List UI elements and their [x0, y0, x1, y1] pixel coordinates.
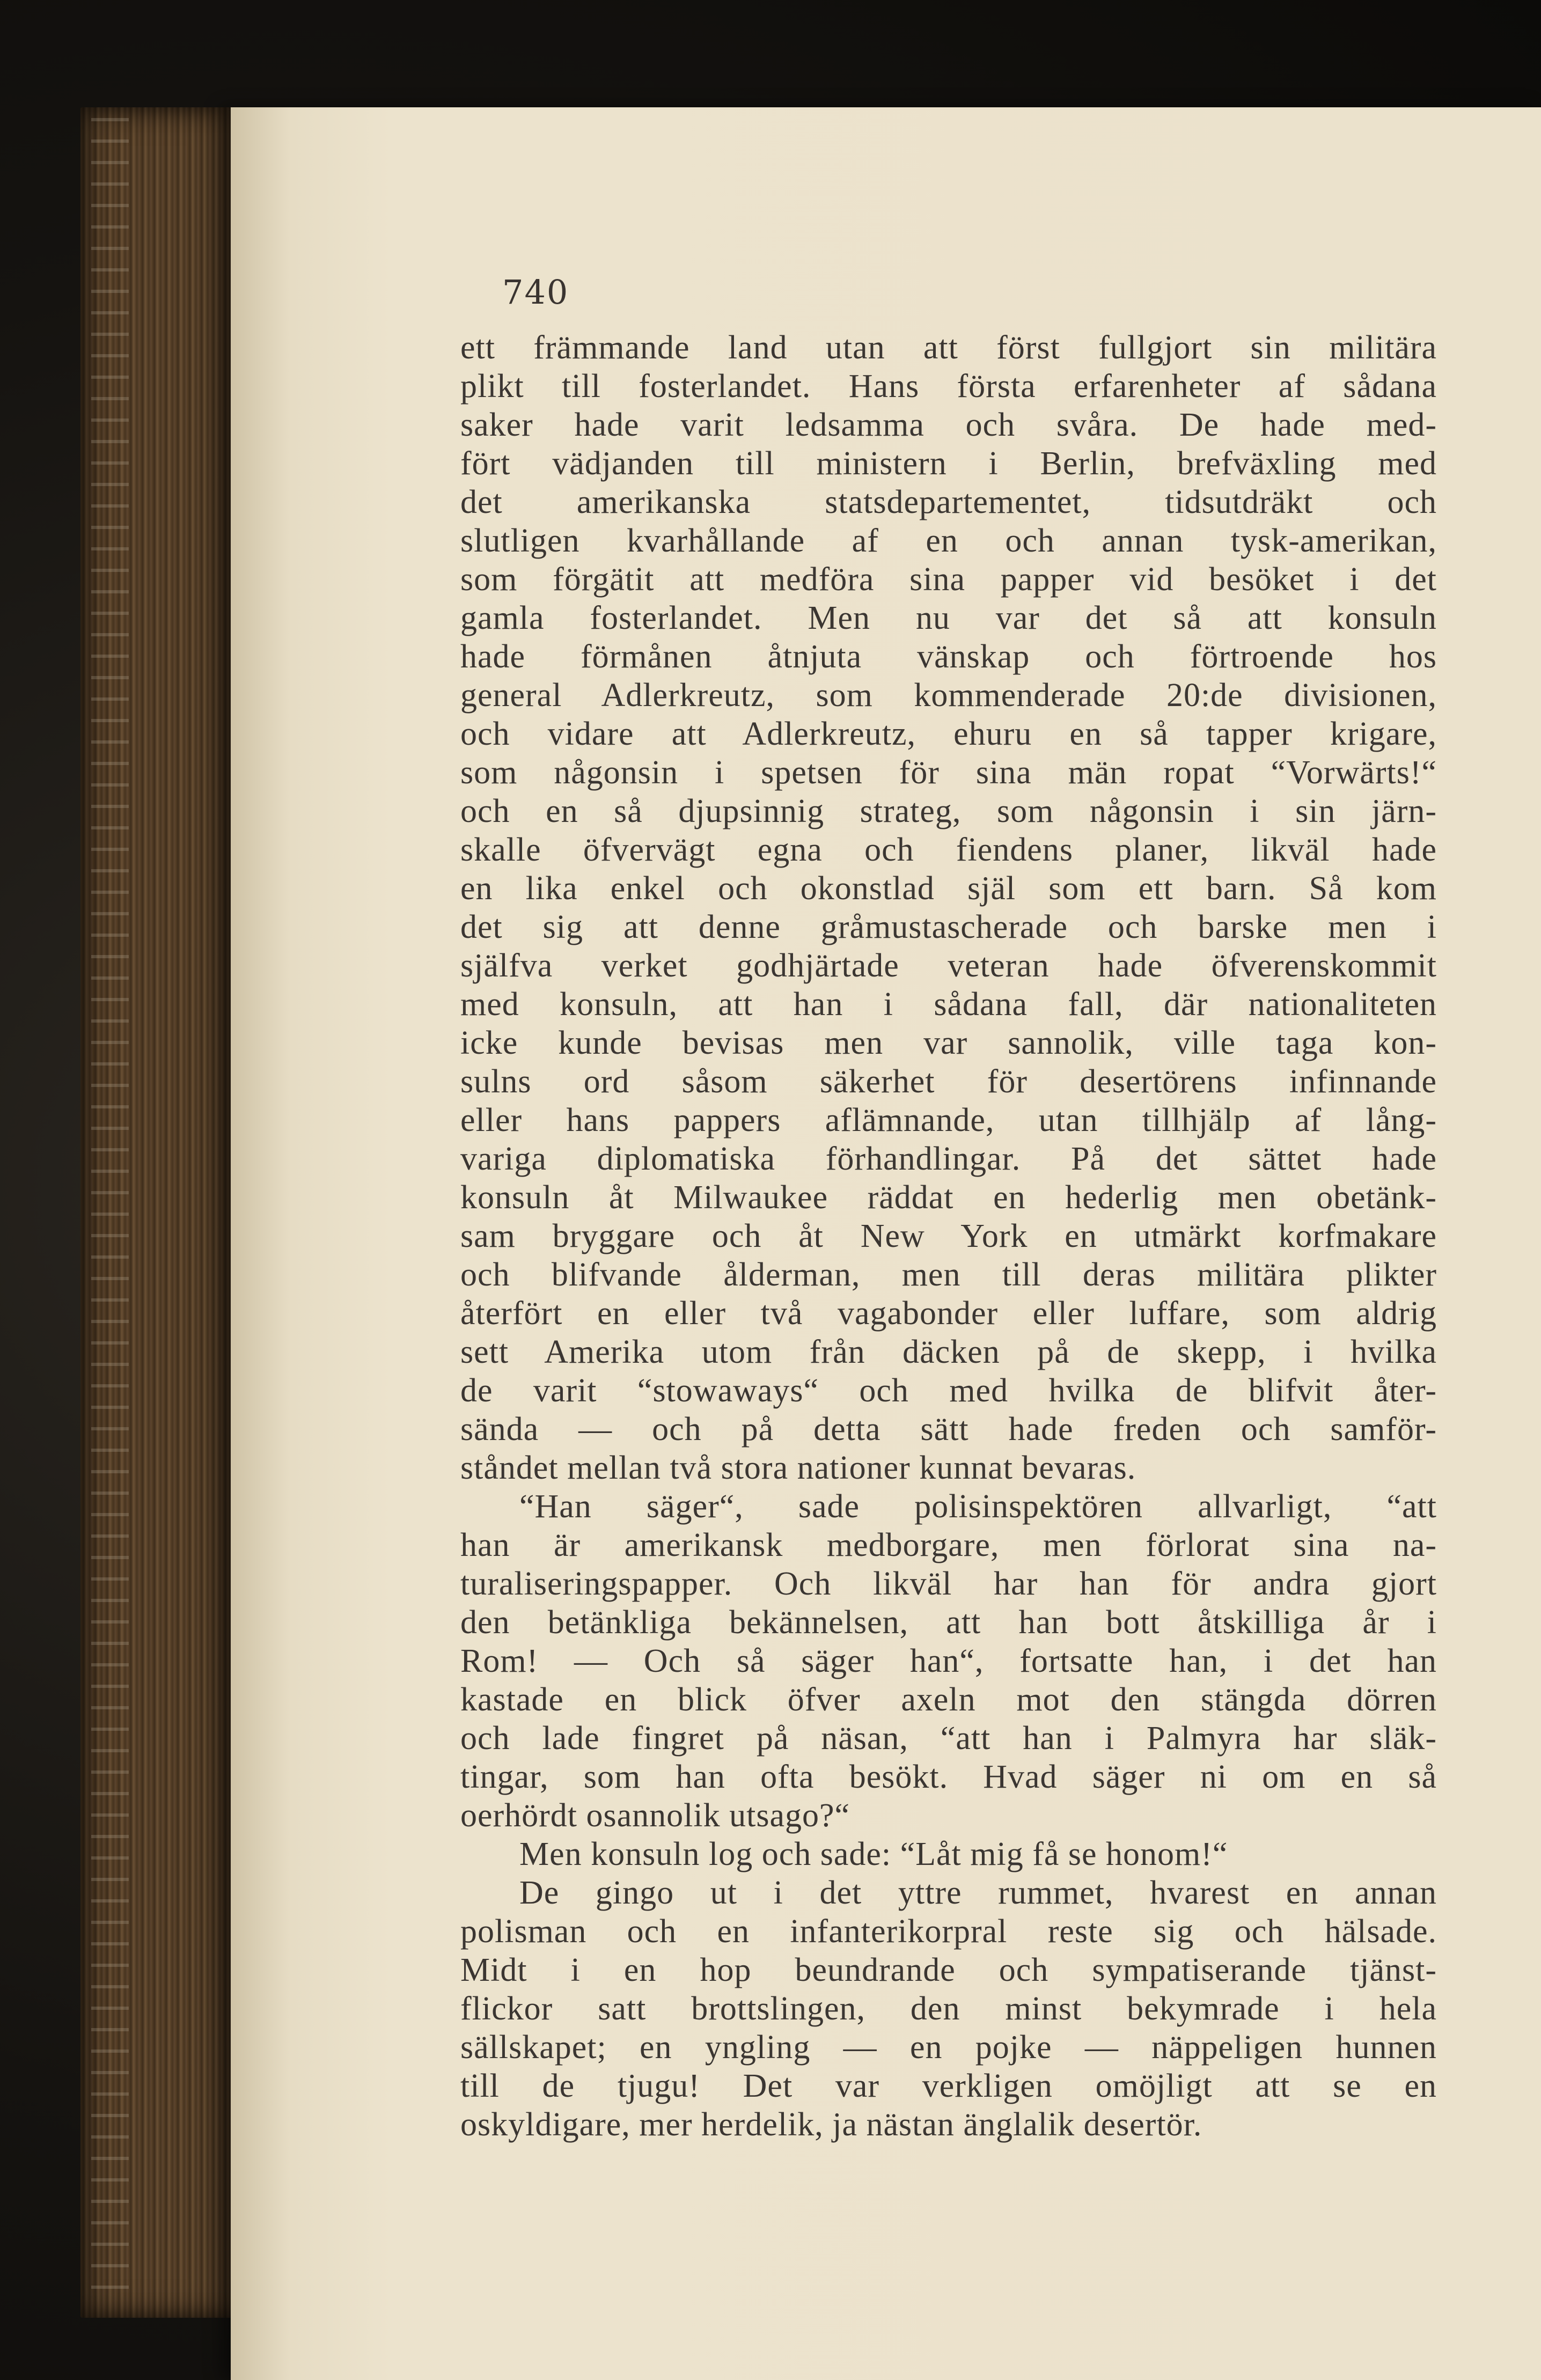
text-line: med konsuln, att han i sådana fall, där nationaliteten — [460, 986, 1437, 1023]
body-text — [460, 328, 1437, 2144]
text-line: icke kunde bevisas men var sannolik, ville taga kon- — [460, 1025, 1437, 1061]
text-line: sett Amerika utom från däcken på de skepp, i hvilka — [460, 1334, 1437, 1370]
text-line: en lika enkel och okonstlad själ som ett barn. Så kom — [460, 870, 1437, 907]
text-line: Rom! — Och så säger han“, fortsatte han, i det han — [460, 1643, 1437, 1679]
text-line: oskyldigare, mer herdelik, ja nästan änglalik desertör. — [460, 2106, 1202, 2143]
text-line: “Han säger“, sade polisinspektören allvarligt, “att — [519, 1488, 1437, 1525]
text-line: flickor satt brottslingen, den minst bekymrade i hela — [460, 1990, 1437, 2027]
text-line: variga diplomatiska förhandlingar. På det sättet hade — [460, 1141, 1437, 1177]
text-line: de varit “stowaways“ och med hvilka de blifvit åter- — [460, 1372, 1437, 1409]
text-line: tingar, som han ofta besökt. Hvad säger ni om en så — [460, 1759, 1437, 1795]
text-line: De gingo ut i det yttre rummet, hvarest en annan — [519, 1875, 1437, 1911]
text-line: och blifvande ålderman, men till deras militära plikter — [460, 1257, 1437, 1293]
text-line: ett främmande land utan att först fullgjort sin militära — [460, 329, 1437, 366]
text-line: han är amerikansk medborgare, men förlorat sina na- — [460, 1527, 1437, 1563]
text-line: oerhördt osannolik utsago?“ — [460, 1797, 850, 1834]
text-line: plikt till fosterlandet. Hans första erfarenheter af sådana — [460, 368, 1437, 405]
text-line: sulns ord såsom säkerhet för desertörens infinnande — [460, 1063, 1437, 1100]
text-line: och lade fingret på näsan, “att han i Palmyra har släk- — [460, 1720, 1437, 1757]
text-line: sända — och på detta sätt hade freden och samför- — [460, 1411, 1437, 1448]
text-line: som någonsin i spetsen för sina män ropat “Vorwärts!“ — [460, 754, 1437, 791]
text-line: återfört en eller två vagabonder eller luffare, som aldrig — [460, 1295, 1437, 1332]
text-line: själfva verket godhjärtade veteran hade öfverenskommit — [460, 947, 1437, 984]
text-line: och en så djupsinnig strateg, som någonsin i sin järn- — [460, 793, 1437, 829]
text-line: turaliseringspapper. Och likväl har han för andra gjort — [460, 1566, 1437, 1602]
text-line: general Adlerkreutz, som kommenderade 20:de divisionen, — [460, 677, 1437, 714]
text-line: och vidare att Adlerkreutz, ehuru en så tapper krigare, — [460, 716, 1437, 752]
text-line: polisman och en infanterikorpral reste sig och hälsade. — [460, 1913, 1437, 1950]
text-line: Men konsuln log och sade: “Låt mig få se honom!“ — [519, 1836, 1228, 1872]
text-line: gamla fosterlandet. Men nu var det så att konsuln — [460, 600, 1437, 636]
text-line: till de tjugu! Det var verkligen omöjligt att se en — [460, 2068, 1437, 2104]
text-line: hade förmånen åtnjuta vänskap och förtroende hos — [460, 638, 1437, 675]
text-line: kastade en blick öfver axeln mot den stängda dörren — [460, 1681, 1437, 1718]
text-line: slutligen kvarhållande af en och annan tysk-amerikan, — [460, 523, 1437, 559]
book-edge-texture — [91, 118, 129, 2307]
text-line: sällskapet; en yngling — en pojke — näppeligen hunnen — [460, 2029, 1437, 2066]
text-line: konsuln åt Milwaukee räddat en hederlig men obetänk- — [460, 1179, 1437, 1216]
text-line: som förgätit att medföra sina papper vid besöket i det — [460, 561, 1437, 598]
text-line: saker hade varit ledsamma och svåra. De hade med- — [460, 407, 1437, 443]
text-line: eller hans pappers aflämnande, utan tillhjälp af lång- — [460, 1102, 1437, 1138]
text-line: det sig att denne gråmustascherade och barske men i — [460, 909, 1437, 945]
text-line: ståndet mellan två stora nationer kunnat bevaras. — [460, 1450, 1136, 1486]
text-line: den betänkliga bekännelsen, att han bott åtskilliga år i — [460, 1604, 1437, 1641]
text-line: sam bryggare och åt New York en utmärkt korfmakare — [460, 1218, 1437, 1254]
text-line: skalle öfvervägt egna och fiendens planer, likväl hade — [460, 832, 1437, 868]
page-number: 740 — [502, 273, 569, 312]
text-line: Midt i en hop beundrande och sympatiserande tjänst- — [460, 1952, 1437, 1988]
text-line: det amerikanska statsdepartementet, tidsutdräkt och — [460, 484, 1437, 520]
text-line: fört vädjanden till ministern i Berlin, brefväxling med — [460, 445, 1437, 482]
